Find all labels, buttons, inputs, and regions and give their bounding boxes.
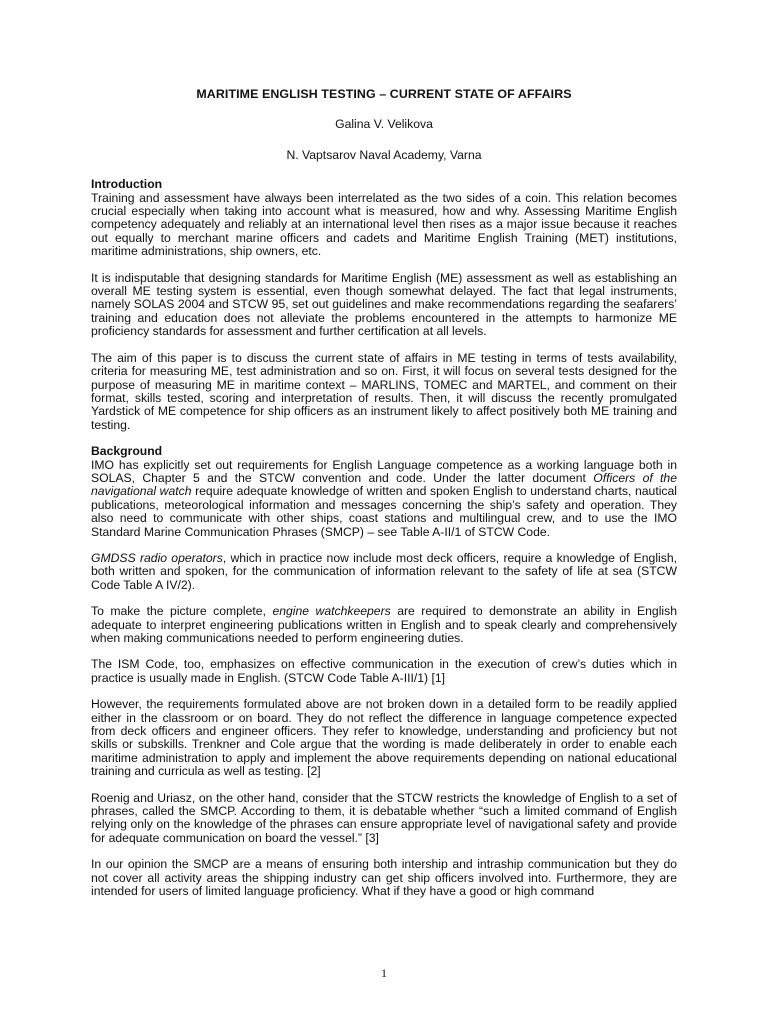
emphasis-text: Officers of the navigational watch <box>91 470 677 499</box>
section-heading-introduction: Introduction <box>91 177 163 192</box>
text-run: , which in practice now include most deck officers, require a knowledge of English, both written and spoken, for the communication of information relevant to the safety of life at sea (STCW Code Table A IV/2). <box>91 550 677 592</box>
text-run: are required to demonstrate an ability in English adequate to interpret engineering publications written in English and to speak clearly and comprehensively when making communications needed to perform engineering duties. <box>91 604 677 645</box>
text-run: To make the picture complete, <box>91 604 273 619</box>
author-affiliation: N. Vaptsarov Naval Academy, Varna <box>286 147 482 162</box>
intro-paragraph-3: The aim of this paper is to discuss the current state of affairs in ME testing in terms of tests availability, criteria for measuring ME, test administration and so on. First, it will focus on several tests designed for the purpose of measuring ME in maritime context – MARLINS, TOMEC and MARTEL, and comment on their format, skills tested, scoring and interpretation of results. Then, it will discuss the recently promulgated Yardstick of ME competence for ship officers as an instrument likely to affect positively both ME training and testing. <box>91 350 677 432</box>
background-paragraph-7: In our opinion the SMCP are a means of ensuring both intership and intraship communication but they do not cover all activity areas the shipping industry can get ship officers involved into. Furthermore, they are intended for users of limited language proficiency. What if they have a good or high command <box>91 857 677 899</box>
paper-title: MARITIME ENGLISH TESTING – CURRENT STATE OF AFFAIRS <box>196 87 572 101</box>
page-number: 1 <box>381 966 387 980</box>
background-paragraph-1 <box>91 459 677 539</box>
section-heading-background: Background <box>91 444 163 459</box>
background-paragraph-4: The ISM Code, too, emphasizes on effective communication in the execution of crew’s duties which in practice is usually made in English. (STCW Code Table A-III/1) [1] <box>91 657 677 685</box>
background-paragraph-2 <box>91 552 677 592</box>
background-paragraph-6: Roenig and Uriasz, on the other hand, consider that the STCW restricts the knowledge of English to a set of phrases, called the SMCP. According to them, it is debatable whether “such a limited command of English relying only on the knowledge of the phrases can ensure appropriate level of navigational safety and provide for adequate communication on board the vessel.” [3] <box>91 790 677 845</box>
emphasis-text: engine watchkeepers <box>272 604 391 619</box>
text-run: IMO has explicitly set out requirements for English Language competence as a working language both in SOLAS, Chapter 5 and the STCW convention and code. Under the latter document <box>91 457 677 485</box>
background-paragraph-3 <box>91 605 677 645</box>
background-paragraph-5: However, the requirements formulated above are not broken down in a detailed form to be readily applied either in the classroom or on board. They do not reflect the difference in language competence expected from deck officers and engineer officers. They refer to knowledge, understanding and proficiency but not skills or subskills. Trenkner and Cole argue that the wording is made deliberately in order to enable each maritime administration to apply and implement the above requirements depending on national educational training and curricula as well as testing. [2] <box>91 697 677 779</box>
emphasis-text: GMDSS radio operators <box>91 550 223 565</box>
intro-paragraph-1: Training and assessment have always been interrelated as the two sides of a coin. This relation becomes crucial especially when taking into account what is measured, how and why. Assessing Maritime English competency adequately and reliably at an international level then rises as a major issue because it reaches out equally to merchant marine officers and cadets and Maritime English Training (MET) institutions, maritime administrations, ship owners, etc. <box>91 190 677 259</box>
text-run: require adequate knowledge of written and spoken English to understand charts, nautical publications, meteorological information and messages concerning the ship’s safety and operation. They also need to communicate with other ships, coast stations and multilingual crew, and to use the IMO Standard Marine Communication Phrases (SMCP) – see Table A-II/1 of STCW Code. <box>91 484 677 539</box>
author-name: Galina V. Velikova <box>335 117 433 132</box>
intro-paragraph-2: It is indisputable that designing standards for Maritime English (ME) assessment as well as establishing an overall ME testing system is essential, even though somewhat delayed. The fact that legal instruments, namely SOLAS 2004 and STCW 95, set out guidelines and make recommendations regarding the seafarers’ training and education does not alleviate the problems encountered in the attempts to harmonize ME proficiency standards for assessment and further certification at all levels. <box>91 270 677 339</box>
